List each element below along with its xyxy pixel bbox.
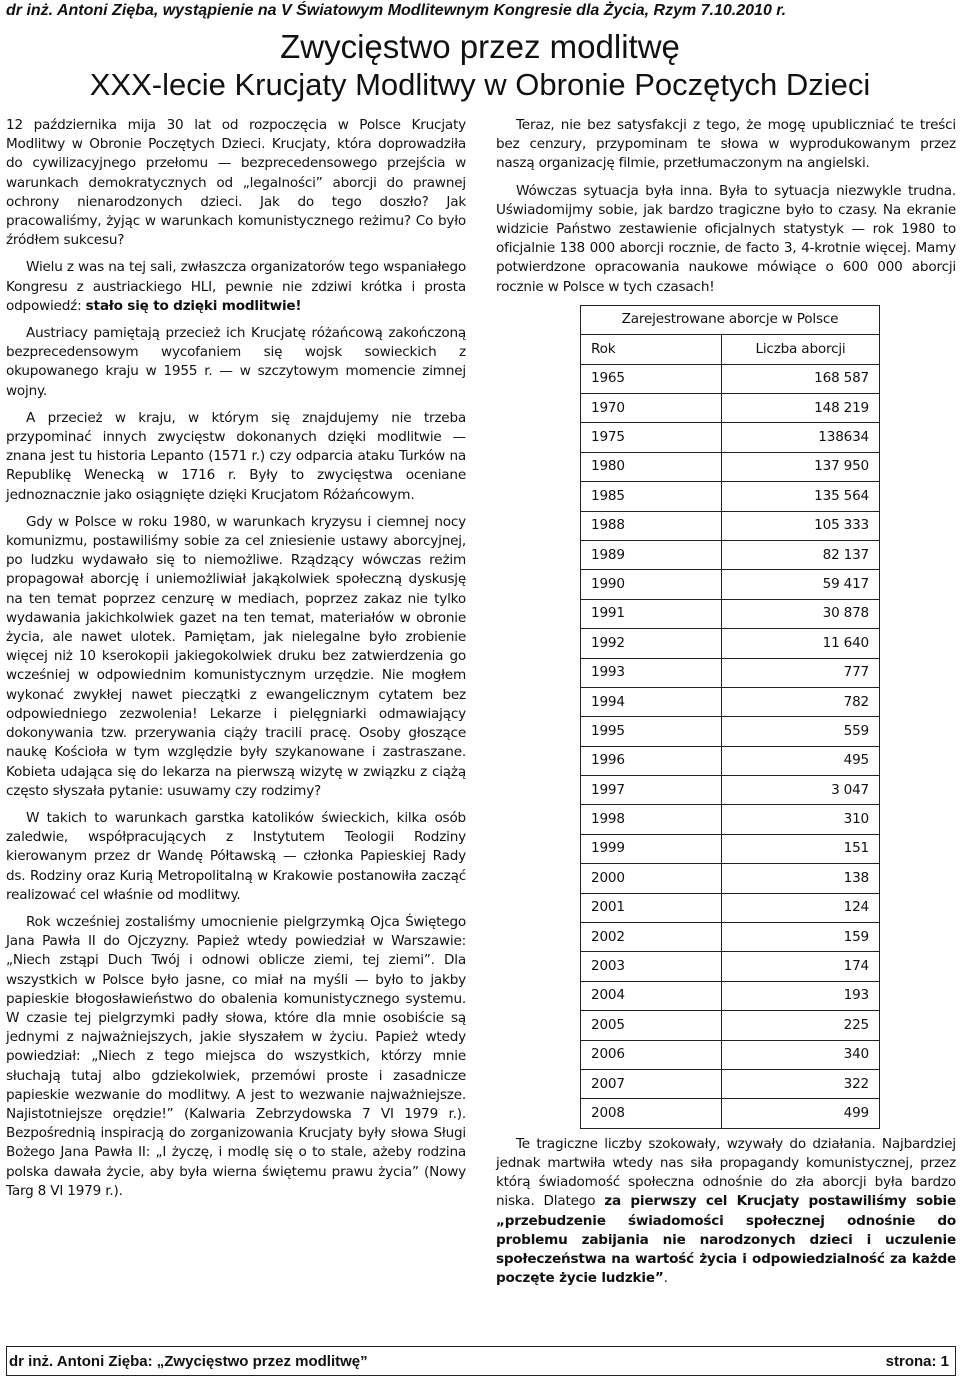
table-cell-count: 225 (722, 1011, 880, 1040)
table-row (581, 423, 880, 452)
footer-author-title: dr inż. Antoni Zięba: „Zwycięstwo przez modlitwę” (9, 1353, 368, 1370)
table-cell-year: 1990 (581, 570, 722, 599)
table-row (581, 658, 880, 687)
table-row (581, 893, 880, 922)
table-cell-year: 2005 (581, 1011, 722, 1040)
table-row (581, 834, 880, 863)
left-paragraph-2-bold: stało się to dzięki modlitwie! (85, 297, 302, 314)
left-paragraph-2-text: Wielu z was na tej sali, zwłaszcza organizatorów tego wspaniałego Kongresu z austriackiego HLI, pewnie nie zdziwi krótka i prosta odpowiedź: (6, 259, 466, 314)
table-cell-year: 1995 (581, 717, 722, 746)
table-cell-count: 193 (722, 981, 880, 1010)
table-cell-year: 1996 (581, 746, 722, 775)
table-row (581, 923, 880, 952)
table-cell-count: 124 (722, 893, 880, 922)
table-row (581, 952, 880, 981)
table-row (581, 1040, 880, 1069)
left-paragraph-1: 12 października mija 30 lat od rozpoczęcia w Polsce Krucjaty Modlitwy w Obronie Poczętych Dzieci. Krucjaty, która doprowadziła do cywilizacyjnego przełomu — bezprecedensowego przejścia w warunkach demokratycznych od „legalności” aborcji do prawnej ochrony nienarodzonych dzieci. Jak do tego doszło? Jak pracowaliśmy, żyjąc w warunkach komunistycznego reżimu? Co było źródłem sukcesu? (6, 117, 466, 249)
left-paragraph-2 (6, 258, 466, 316)
table-row (581, 776, 880, 805)
table-cell-year: 1965 (581, 364, 722, 393)
table-header-row (581, 335, 880, 364)
table-cell-year: 1970 (581, 394, 722, 423)
table-cell-year: 1980 (581, 452, 722, 481)
footer-page-number: strona: 1 (885, 1353, 949, 1370)
table-cell-year: 1989 (581, 540, 722, 569)
column-header-year: Rok (581, 335, 722, 364)
left-column (6, 116, 466, 1201)
right-paragraph-3-end: . (663, 1270, 668, 1287)
column-header-count: Liczba aborcji (722, 335, 880, 364)
table-row (581, 1011, 880, 1040)
table-cell-year: 2002 (581, 923, 722, 952)
table-row (581, 629, 880, 658)
left-paragraph-5: Gdy w Polsce w roku 1980, w warunkach kryzysu i ciemnej nocy komunizmu, postawiliśmy sobie za cel zniesienie ustawy aborcyjnej, po ludzku wydawało się to niemożliwe. Rządzący wówczas reżim propagował aborcję i uniemożliwiał jakąkolwiek społeczną dyskusję na ten temat poprzez cenzurę w mediach, poprzez zakaz nie tylko wydawania jakichkolwiek gazet na ten temat, materiałów w obronie życia, ale nawet ulotek. Pamiętam, jak nielegalne było zrobienie więcej niż 10 kserokopii jakiegokolwiek druku bez zatwierdzenia go wcześniej w odpowiednim komunistycznym urzędzie. Nie mogłem wykonać zwykłej nawet pieczątki z ewangelicznym cytatem bez odpowiedniego zezwolenia! Lekarze i pielęgniarki odmawiający dokonywania tzw. przerywania ciąży tracili pracę. Osoby głoszące naukę Kościoła w tym względzie były szykanowane i zastraszane. Kobieta udająca się do lekarza na pierwszą wizytę w związku z ciążą często słyszała pytanie: usuwamy czy rodzimy? (6, 513, 466, 799)
table-cell-count: 148 219 (722, 394, 880, 423)
table-cell-year: 1997 (581, 776, 722, 805)
table-row (581, 570, 880, 599)
table-row (581, 864, 880, 893)
right-paragraph-3 (496, 1135, 956, 1289)
table-cell-count: 30 878 (722, 599, 880, 628)
abortion-statistics-table (580, 305, 880, 1129)
table-cell-count: 59 417 (722, 570, 880, 599)
table-row (581, 540, 880, 569)
table-row (581, 394, 880, 423)
table-cell-count: 135 564 (722, 482, 880, 511)
table-cell-year: 1993 (581, 658, 722, 687)
table-cell-year: 2000 (581, 864, 722, 893)
table-cell-year: 2003 (581, 952, 722, 981)
table-cell-year: 1975 (581, 423, 722, 452)
table-caption-row (581, 305, 880, 334)
right-column (496, 116, 956, 1288)
table-cell-count: 137 950 (722, 452, 880, 481)
page-footer (6, 1346, 956, 1376)
table-row (581, 717, 880, 746)
left-paragraph-3: Austriacy pamiętają przecież ich Krucjatę różańcową zakończoną bezprecedensowym wycofaniem się wojsk sowieckich z okupowanego kraju w 1955 r. — w szczytowym momencie zimnej wojny. (6, 325, 466, 399)
table-cell-year: 1985 (581, 482, 722, 511)
left-paragraph-6: W takich to warunkach garstka katolików świeckich, kilka osób zaledwie, współpracujących z Instytutem Teologii Rodziny kierowanym przez dr Wandę Półtawską — członka Papieskiej Rady ds. Rodziny oraz Kurią Metropolitalną w Krakowie postanowiła zacząć realizować cel właśnie od modlitwy. (6, 809, 466, 903)
table-cell-count: 105 333 (722, 511, 880, 540)
table-cell-count: 82 137 (722, 540, 880, 569)
table-cell-count: 3 047 (722, 776, 880, 805)
page-title: Zwycięstwo przez modlitwę (280, 28, 680, 65)
table-row (581, 364, 880, 393)
right-paragraph-2: Wówczas sytuacja była inna. Była to sytuacja niezwykle trudna. Uświadomijmy sobie, jak bardzo tragiczne było to czasy. Na ekranie widzicie Państwo zestawienie oficjalnych statystyk — rok 1980 to oficjalnie 138 000 aborcji rocznie, de facto 3, 4-krotnie więcej. Mamy potwierdzone opracowania naukowe mówiące o 600 000 aborcji rocznie w Polsce w tych czasach! (496, 182, 956, 295)
table-cell-count: 495 (722, 746, 880, 775)
right-paragraph-3-text: Te tragiczne liczby szokowały, wzywały do działania. Najbardziej jednak martwiła wtedy nas siła propagandy komunistycznej, przez którą świadomość społeczna odnośnie do zła aborcji była bardzo niska. Dlatego (496, 1135, 956, 1210)
table-cell-year: 1998 (581, 805, 722, 834)
table-cell-count: 168 587 (722, 364, 880, 393)
right-paragraph-3-bold: za pierwszy cel Krucjaty postawiliśmy sobie „przebudzenie świadomości społecznej odnośnie do problemu zabijania nie narodzonych dzieci i uczulenie społeczeństwa na wartość życia i odpowiedzialność za każde poczęte życie ludzkie” (496, 1193, 956, 1287)
table-cell-year: 2001 (581, 893, 722, 922)
table-cell-year: 2008 (581, 1099, 722, 1128)
table-row (581, 599, 880, 628)
right-paragraph-1: Teraz, nie bez satysfakcji z tego, że mogę upubliczniać te treści bez cenzury, przypominam te słowa w wyprodukowanym przez naszą organizację filmie, przetłumaczonym na angielski. (496, 117, 956, 172)
table-cell-count: 782 (722, 687, 880, 716)
table-row (581, 482, 880, 511)
left-paragraph-4: A przecież w kraju, w którym się znajdujemy nie trzeba przypominać innych zwycięstw dokonanych dzięki modlitwie — znana jest tu historia Lepanto (1571 r.) czy odparcia ataku Turków na Republikę Wenecką w 1716 r. Były to zwycięstwa oceniane jednoznacznie jako osiągnięte dzięki Krucjatom Różańcowym. (6, 409, 466, 503)
table-cell-year: 1994 (581, 687, 722, 716)
table-cell-year: 1992 (581, 629, 722, 658)
table-cell-year: 1991 (581, 599, 722, 628)
table-cell-count: 138 (722, 864, 880, 893)
table-cell-count: 777 (722, 658, 880, 687)
table-cell-year: 1999 (581, 834, 722, 863)
table-row (581, 1099, 880, 1128)
table-row (581, 981, 880, 1010)
table-row (581, 805, 880, 834)
table-row (581, 746, 880, 775)
table-row (581, 511, 880, 540)
table-cell-count: 138634 (722, 423, 880, 452)
table-cell-year: 1988 (581, 511, 722, 540)
table-caption: Zarejestrowane aborcje w Polsce (581, 305, 880, 334)
table-row (581, 687, 880, 716)
left-paragraph-7: Rok wcześniej zostaliśmy umocnienie pielgrzymką Ojca Świętego Jana Pawła II do Ojczyzny. Papież wtedy powiedział w Warszawie: „Niech zstąpi Duch Twój i odnowi oblicze ziemi, tej ziemi”. Dla wszystkich w Polsce było jasne, co miał na myśli — było to jakby papieskie błogosławieństwo do obalenia komunistycznego systemu. W czasie tej pielgrzymki padły słowa, które dla mnie osobiście są jednymi z najważniejszych, jakie słyszałem w życiu. Papież wtedy powiedział: „Niech z tego miejsca do wszystkich, którzy mnie słuchają tutaj albo gdziekolwiek, przemówi proste i zasadnicze papieskie wezwanie do modlitwy. A jest to wezwanie najważniejsze. Najistotniejsze orędzie!” (Kalwaria Zebrzydowska 7 VI 1979 r.). Bezpośrednią inspiracją do zorganizowania Krucjaty były słowa Sługi Bożego Jana Pawła II: „I życzę, i modlę się o to stale, ażeby rodzina polska dawała życie, aby była wierna świętemu prawu życia” (Nowy Targ 8 VI 1979 r.). (6, 913, 466, 1199)
table-cell-count: 11 640 (722, 629, 880, 658)
table-body (581, 364, 880, 1128)
table-cell-count: 499 (722, 1099, 880, 1128)
table-cell-count: 151 (722, 834, 880, 863)
page-subtitle: XXX-lecie Krucjaty Modlitwy w Obronie Poczętych Dzieci (89, 67, 871, 102)
table-cell-year: 2007 (581, 1069, 722, 1098)
table-cell-year: 2004 (581, 981, 722, 1010)
table-row (581, 1069, 880, 1098)
table-cell-year: 2006 (581, 1040, 722, 1069)
table-cell-count: 559 (722, 717, 880, 746)
table-cell-count: 159 (722, 923, 880, 952)
table-cell-count: 174 (722, 952, 880, 981)
table-cell-count: 322 (722, 1069, 880, 1098)
table-cell-count: 310 (722, 805, 880, 834)
speaker-line: dr inż. Antoni Zięba, wystąpienie na V Światowym Modlitewnym Kongresie dla Życia, Rzym 7.10.2010 r. (6, 2, 787, 19)
table-cell-count: 340 (722, 1040, 880, 1069)
table-row (581, 452, 880, 481)
